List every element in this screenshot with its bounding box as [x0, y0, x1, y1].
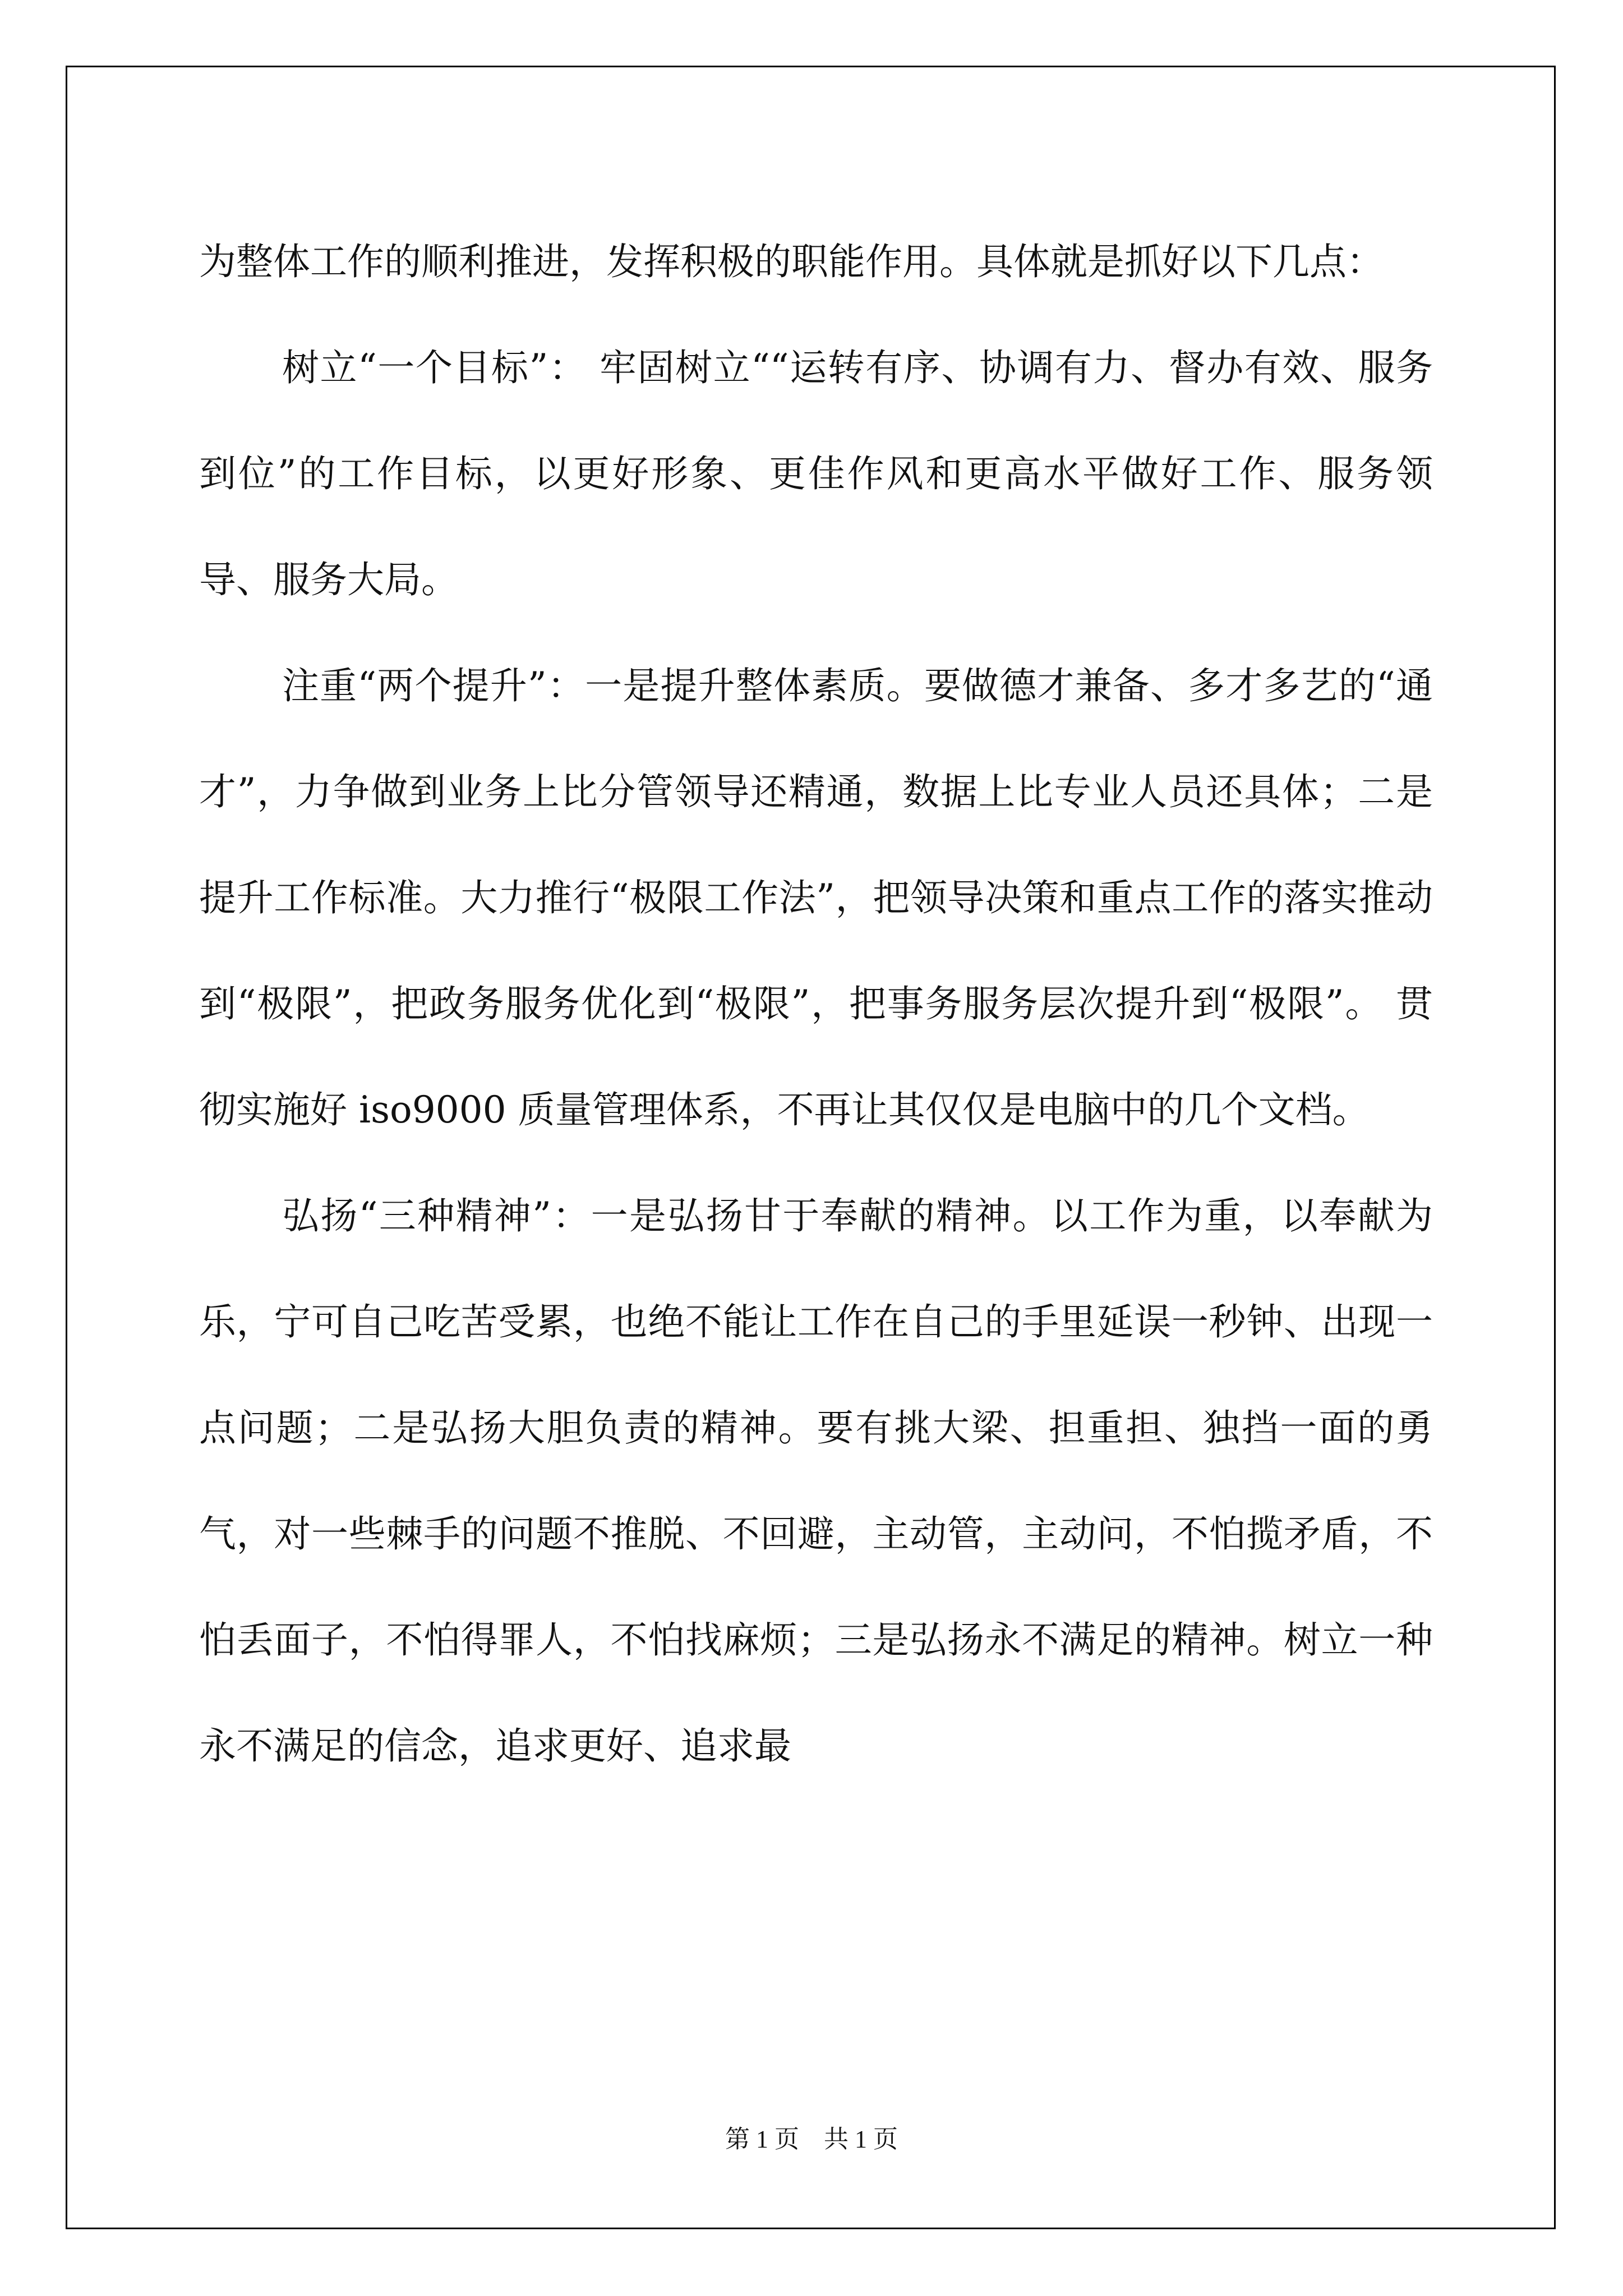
page-number: 第 1 页 共 1 页: [725, 2125, 898, 2153]
document-body: [199, 209, 1433, 1799]
paragraph-1: 为整体工作的顺利推进，发挥积极的职能作用。具体就是抓好以下几点：: [199, 240, 1384, 283]
paragraph-4: 弘扬“三种精神”：一是弘扬甘于奉献的精神。以工作为重，以奉献为乐，宁可自己吃苦受累，也绝不能让工作在自己的手里延误一秒钟、出现一点问题；二是弘扬大胆负责的精神。要有挑大梁、担重担、独挡一面的勇气，对一些棘手的问题不推脱、不回避，主动管，主动问，不怕揽矛盾，不怕丢面子，不怕得罪人，不怕找麻烦；三是弘扬永不满足的精神。树立一种永不满足的信念，追求更好、追求最: [199, 1194, 1433, 1768]
paragraph-3: 注重“两个提升”：一是提升整体素质。要做德才兼备、多才多艺的“通才”，力争做到业务上比分管领导还精通，数据上比专业人员还具体；二是提升工作标准。大力推行“极限工作法”，把领导决策和重点工作的落实推动到“极限”，把政务服务优化到“极限”，把事务服务层次提升到“极限”。 贯彻实施好 iso9000 质量管理体系，不再让其仅仅是电脑中的几个文档。: [199, 664, 1433, 1131]
paragraph-2: 树立“一个目标”： 牢固树立““运转有序、协调有力、督办有效、服务到位”的工作目标，以更好形象、更佳作风和更高水平做好工作、服务领导、服务大局。: [199, 346, 1433, 601]
page-footer: [0, 2123, 1623, 2156]
